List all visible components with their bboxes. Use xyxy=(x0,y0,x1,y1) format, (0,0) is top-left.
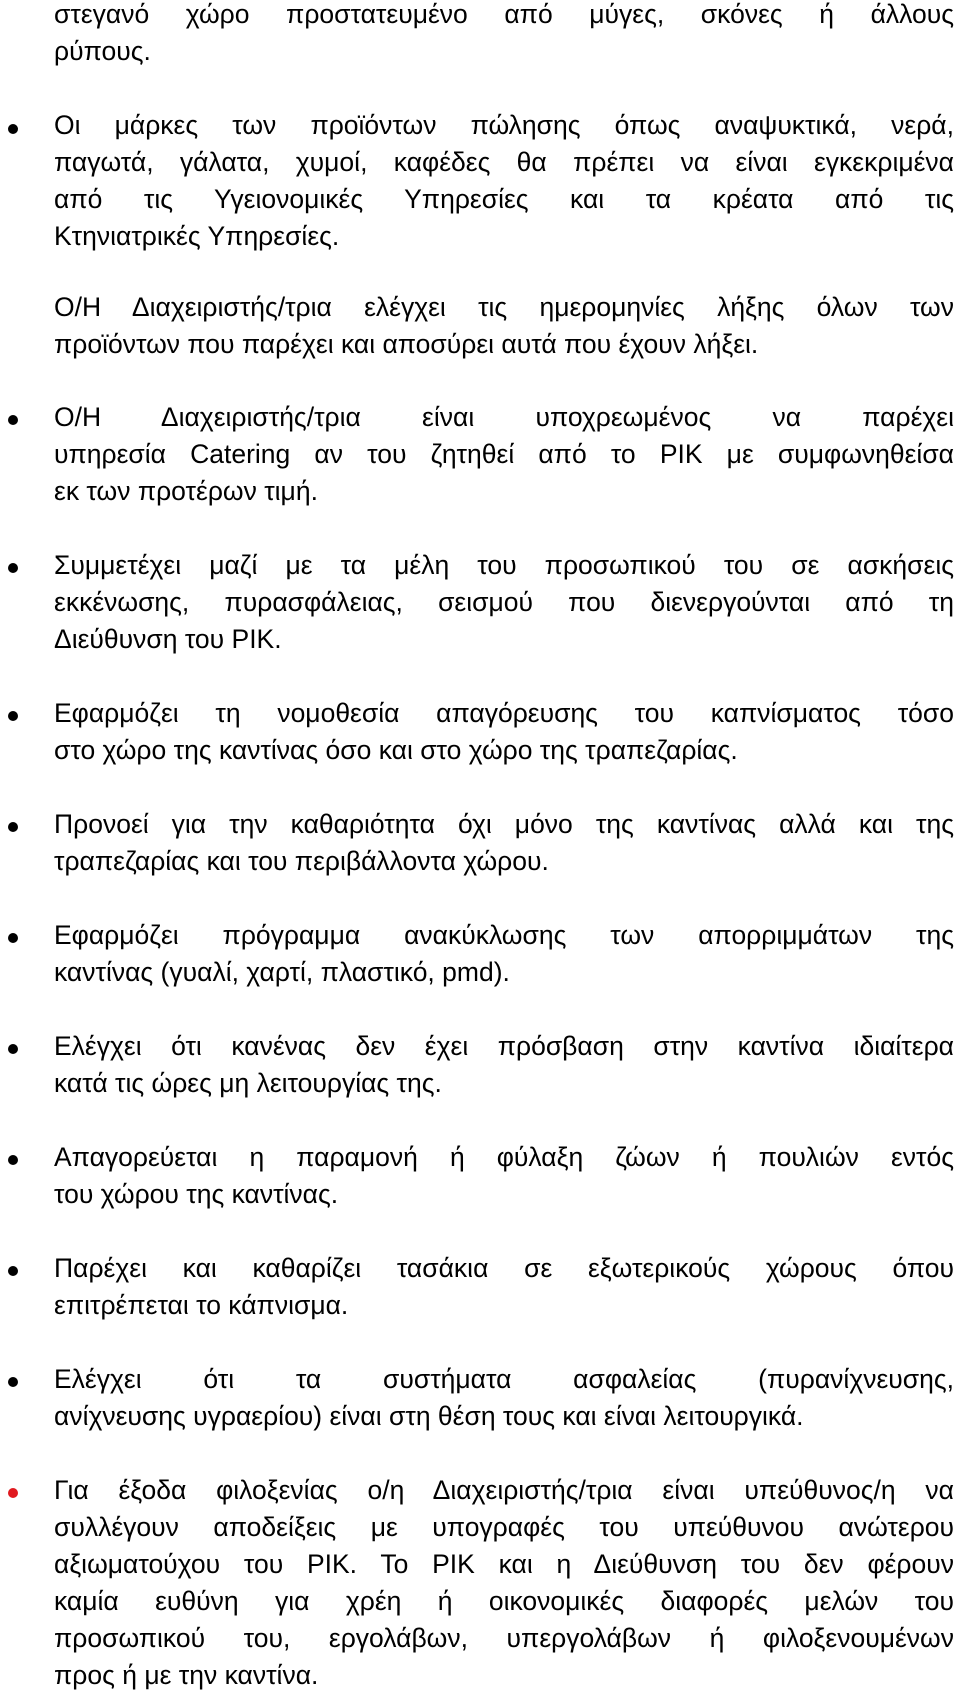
text-line: αξιωματούχου του ΡΙΚ. Το ΡΙΚ και η Διεύθυνση του δεν φέρουν xyxy=(54,1549,954,1579)
text-line: Απαγορεύεται η παραμονή ή φύλαξη ζώων ή πουλιών εντός xyxy=(54,1142,954,1172)
text-line: Οι μάρκες των προϊόντων πώλησης όπως αναψυκτικά, νερά, xyxy=(54,110,954,140)
bullet-icon-red xyxy=(8,1488,18,1498)
text-line: του χώρου της καντίνας. xyxy=(54,1179,339,1209)
text-line: Για έξοδα φιλοξενίας ο/η Διαχειριστής/τρια είναι υπεύθυνος/η να xyxy=(54,1475,954,1505)
text-line: προσωπικού του, εργολάβων, υπεργολάβων ή φιλοξενουμένων xyxy=(54,1623,954,1653)
list-item-catering xyxy=(54,399,954,510)
bullet-icon xyxy=(8,1044,18,1054)
list-item-safety-systems xyxy=(54,1361,954,1435)
list-item-access-control xyxy=(54,1028,954,1102)
text-line: τραπεζαρίας και του περιβάλλοντα χώρου. xyxy=(54,846,549,876)
text-line: Κτηνιατρικές Υπηρεσίες. xyxy=(54,221,340,251)
text-line: προς ή με την καντίνα. xyxy=(54,1660,319,1690)
text-line: Εφαρμόζει τη νομοθεσία απαγόρευσης του καπνίσματος τόσο xyxy=(54,698,954,728)
text-line: στεγανό χώρο προστατευμένο από μύγες, σκόνες ή άλλους xyxy=(54,0,954,29)
list-item-recycling xyxy=(54,917,954,991)
paragraph-continuation xyxy=(54,0,954,70)
bullet-icon xyxy=(8,563,18,573)
text-line: προϊόντων που παρέχει και αποσύρει αυτά που έχουν λήξει. xyxy=(54,329,759,359)
bullet-icon xyxy=(8,933,18,943)
list-item-product-brands xyxy=(54,107,954,255)
bullet-icon xyxy=(8,822,18,832)
bullet-icon xyxy=(8,711,18,721)
bullet-icon xyxy=(8,1266,18,1276)
text-line: εκκένωσης, πυρασφάλειας, σεισμού που διενεργούνται από τη xyxy=(54,587,954,617)
text-line: Ελέγχει ότι κανένας δεν έχει πρόσβαση στην καντίνα ιδιαίτερα xyxy=(54,1031,954,1061)
text-line: Προνοεί για την καθαριότητα όχι μόνο της καντίνας αλλά και της xyxy=(54,809,954,839)
text-line: Ο/Η Διαχειριστής/τρια είναι υποχρεωμένος να παρέχει xyxy=(54,402,954,432)
list-item-ashtrays xyxy=(54,1250,954,1324)
text-line: Ο/Η Διαχειριστής/τρια ελέγχει τις ημερομηνίες λήξης όλων των xyxy=(54,292,954,322)
text-line: καμία ευθύνη για χρέη ή οικονομικές διαφορές μελών του xyxy=(54,1586,954,1616)
text-line: ανίχνευσης υγραερίου) είναι στη θέση τους και είναι λειτουργικά. xyxy=(54,1401,804,1431)
list-item-evacuation-drills xyxy=(54,547,954,658)
text-line: κατά τις ώρες μη λειτουργίας της. xyxy=(54,1068,442,1098)
text-line: στο χώρο της καντίνας όσο και στο χώρο της τραπεζαρίας. xyxy=(54,735,738,765)
text-line: υπηρεσία Catering αν του ζητηθεί από το ΡΙΚ με συμφωνηθείσα xyxy=(54,439,954,469)
text-line: Παρέχει και καθαρίζει τασάκια σε εξωτερικούς χώρους όπου xyxy=(54,1253,954,1283)
text-line: Διεύθυνση του ΡΙΚ. xyxy=(54,624,282,654)
list-item-smoking-ban xyxy=(54,695,954,769)
list-item-hospitality-expenses xyxy=(54,1472,954,1694)
text-line: Ελέγχει ότι τα συστήματα ασφαλείας (πυρανίχνευσης, xyxy=(54,1364,954,1394)
paragraph-expiry-dates xyxy=(54,289,954,363)
bullet-icon xyxy=(8,1155,18,1165)
text-line: επιτρέπεται το κάπνισμα. xyxy=(54,1290,349,1320)
bullet-icon xyxy=(8,124,18,134)
list-item-cleanliness xyxy=(54,806,954,880)
text-line: παγωτά, γάλατα, χυμοί, καφέδες θα πρέπει να είναι εγκεκριμένα xyxy=(54,147,954,177)
bullet-icon xyxy=(8,1377,18,1387)
text-line: συλλέγουν αποδείξεις με υπογραφές του υπεύθυνου ανώτερου xyxy=(54,1512,954,1542)
text-line: καντίνας (γυαλί, χαρτί, πλαστικό, pmd). xyxy=(54,957,510,987)
text-line: ρύπους. xyxy=(54,36,151,66)
list-item-animals xyxy=(54,1139,954,1213)
text-line: εκ των προτέρων τιμή. xyxy=(54,476,318,506)
text-line: Εφαρμόζει πρόγραμμα ανακύκλωσης των απορριμμάτων της xyxy=(54,920,954,950)
bullet-icon xyxy=(8,415,18,425)
text-line: Συμμετέχει μαζί με τα μέλη του προσωπικού του σε ασκήσεις xyxy=(54,550,954,580)
text-line: από τις Υγειονομικές Υπηρεσίες και τα κρέατα από τις xyxy=(54,184,954,214)
